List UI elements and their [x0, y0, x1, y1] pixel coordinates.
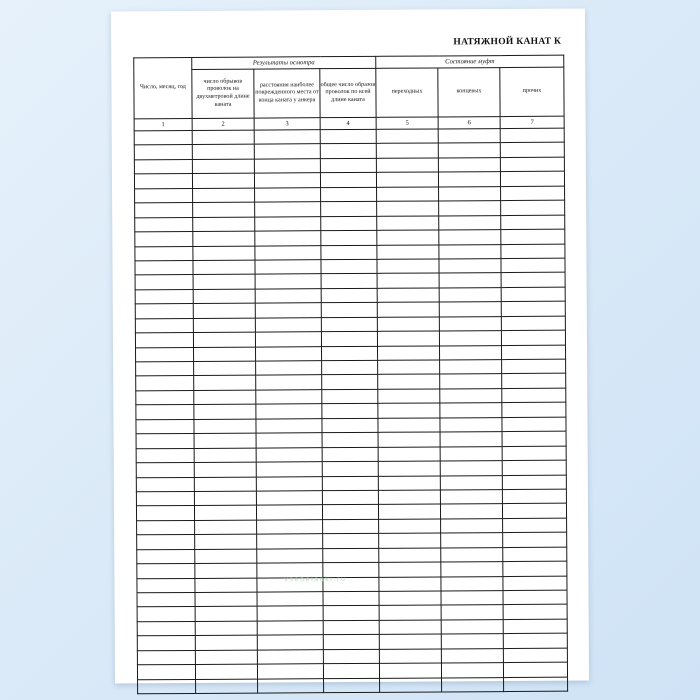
table-cell[interactable]: [256, 505, 322, 520]
table-cell[interactable]: [194, 404, 256, 419]
table-cell[interactable]: [135, 260, 193, 275]
table-cell[interactable]: [137, 665, 195, 680]
column-number-7: 7: [500, 116, 564, 128]
table-cell[interactable]: [135, 232, 193, 247]
paper-sheet: [111, 9, 589, 684]
table-cell[interactable]: [322, 490, 378, 505]
table-cell[interactable]: [136, 405, 194, 420]
column-number-3: 3: [254, 118, 320, 130]
table-cell[interactable]: [136, 506, 194, 521]
table-cell[interactable]: [256, 491, 322, 506]
table-cell[interactable]: [440, 417, 502, 432]
table-cell[interactable]: [136, 448, 194, 463]
table-cell[interactable]: [377, 259, 439, 274]
table-cell[interactable]: [135, 318, 193, 333]
table-cell[interactable]: [440, 475, 502, 490]
table-cell[interactable]: [379, 577, 441, 592]
table-cell[interactable]: [136, 463, 194, 478]
table-cell[interactable]: [195, 578, 257, 593]
table-cell[interactable]: [440, 360, 502, 375]
table-cell[interactable]: [320, 144, 376, 159]
table-cell[interactable]: [442, 677, 504, 692]
table-cell[interactable]: [256, 361, 322, 376]
table-cell[interactable]: [256, 462, 322, 477]
table-cell[interactable]: [256, 476, 322, 491]
table-cell[interactable]: [377, 331, 439, 346]
table-cell[interactable]: [323, 534, 379, 549]
watermark-text: vsebelanki.ru: [284, 576, 347, 584]
table-cell[interactable]: [322, 346, 378, 361]
table-cell[interactable]: [441, 634, 503, 649]
table-cell[interactable]: [502, 446, 566, 461]
table-cell[interactable]: [377, 216, 439, 231]
table-cell[interactable]: [323, 548, 379, 563]
table-cell[interactable]: [137, 535, 195, 550]
table-cell[interactable]: [255, 216, 321, 231]
table-cell[interactable]: [503, 547, 567, 562]
table-cell[interactable]: [321, 230, 377, 245]
table-cell[interactable]: [441, 562, 503, 577]
table-cell[interactable]: [322, 476, 378, 491]
table-cell[interactable]: [135, 188, 193, 203]
table-cell[interactable]: [322, 404, 378, 419]
table-cell[interactable]: [501, 215, 565, 230]
table-cell[interactable]: [377, 230, 439, 245]
table-cell[interactable]: [439, 230, 501, 245]
table-cell[interactable]: [135, 333, 193, 348]
table-cell[interactable]: [439, 186, 501, 201]
table-cell[interactable]: [195, 592, 257, 607]
table-cell[interactable]: [503, 605, 567, 620]
table-cell[interactable]: [137, 650, 195, 665]
table-head: [134, 55, 564, 131]
column-header-damage-distance: расстояния наиболее поврежденного места от конца каната у анкера: [254, 69, 320, 118]
table-cell[interactable]: [255, 317, 321, 332]
table-cell[interactable]: [440, 345, 502, 360]
column-header-total-broken-wires: общее число образов проволок по всей длине каната: [320, 68, 376, 117]
table-cell[interactable]: [136, 419, 194, 434]
table-cell[interactable]: [441, 518, 503, 533]
table-cell[interactable]: [136, 361, 194, 376]
table-cell[interactable]: [257, 592, 323, 607]
table-cell[interactable]: [379, 533, 441, 548]
table-cell[interactable]: [503, 561, 567, 576]
table-cell[interactable]: [376, 129, 438, 144]
table-cell[interactable]: [137, 520, 195, 535]
table-cell[interactable]: [193, 231, 255, 246]
table-cell[interactable]: [321, 202, 377, 217]
table-cell[interactable]: [438, 157, 500, 172]
table-cell[interactable]: [379, 519, 441, 534]
table-cell[interactable]: [501, 244, 565, 259]
table-cell[interactable]: [320, 173, 376, 188]
table-cell[interactable]: [502, 460, 566, 475]
table-cell[interactable]: [376, 143, 438, 158]
table-cell[interactable]: [501, 316, 565, 331]
table-cell[interactable]: [501, 258, 565, 273]
table-cell[interactable]: [194, 448, 256, 463]
table-cell[interactable]: [323, 591, 379, 606]
table-cell[interactable]: [195, 635, 257, 650]
table-cell[interactable]: [195, 549, 257, 564]
table-cell[interactable]: [321, 303, 377, 318]
table-cell[interactable]: [377, 317, 439, 332]
table-cell[interactable]: [195, 534, 257, 549]
table-cell[interactable]: [193, 332, 255, 347]
table-cell[interactable]: [256, 433, 322, 448]
table-row[interactable]: [138, 677, 568, 694]
column-number-5: 5: [376, 117, 438, 129]
table-cell[interactable]: [502, 402, 566, 417]
table-cell[interactable]: [194, 347, 256, 362]
column-number-4: 4: [320, 117, 376, 129]
table-cell[interactable]: [256, 418, 322, 433]
table-cell[interactable]: [323, 562, 379, 577]
table-body: [134, 128, 567, 694]
table-cell[interactable]: [440, 388, 502, 403]
table-cell[interactable]: [440, 432, 502, 447]
table-cell[interactable]: [500, 157, 564, 172]
table-cell[interactable]: [323, 664, 379, 679]
table-cell[interactable]: [194, 376, 256, 391]
table-cell[interactable]: [378, 490, 440, 505]
table-cell[interactable]: [192, 159, 254, 174]
table-cell[interactable]: [192, 173, 254, 188]
table-cell[interactable]: [195, 621, 257, 636]
column-header-end: концевых: [438, 68, 500, 117]
table-cell[interactable]: [254, 130, 320, 145]
table-cell[interactable]: [501, 287, 565, 302]
table-cell[interactable]: [500, 171, 564, 186]
table-cell[interactable]: [256, 346, 322, 361]
table-cell[interactable]: [323, 620, 379, 635]
table-cell[interactable]: [501, 229, 565, 244]
table-cell[interactable]: [501, 200, 565, 215]
table-cell[interactable]: [503, 518, 567, 533]
table-cell[interactable]: [321, 317, 377, 332]
table-cell[interactable]: [380, 678, 442, 693]
column-number-6: 6: [438, 117, 500, 129]
table-cell[interactable]: [378, 461, 440, 476]
table-cell[interactable]: [194, 462, 256, 477]
table-cell[interactable]: [135, 217, 193, 232]
table-cell[interactable]: [323, 649, 379, 664]
table-cell[interactable]: [378, 360, 440, 375]
table-cell[interactable]: [441, 576, 503, 591]
table-cell[interactable]: [137, 607, 195, 622]
table-cell[interactable]: [440, 403, 502, 418]
table-cell[interactable]: [138, 679, 196, 694]
table-cell[interactable]: [441, 663, 503, 678]
inspection-log-table: [133, 55, 568, 695]
table-cell[interactable]: [503, 590, 567, 605]
table-cell[interactable]: [439, 244, 501, 259]
table-cell[interactable]: [441, 619, 503, 634]
table-cell[interactable]: [503, 633, 567, 648]
table-cell[interactable]: [137, 564, 195, 579]
table-cell[interactable]: [502, 359, 566, 374]
table-cell[interactable]: [136, 491, 194, 506]
table-cell[interactable]: [323, 635, 379, 650]
column-number-1: 1: [134, 118, 192, 130]
table-cell[interactable]: [439, 201, 501, 216]
table-cell[interactable]: [193, 274, 255, 289]
table-cell[interactable]: [134, 159, 192, 174]
table-cell[interactable]: [378, 346, 440, 361]
table-cell[interactable]: [193, 217, 255, 232]
table-cell[interactable]: [440, 446, 502, 461]
table-cell[interactable]: [322, 360, 378, 375]
table-cell[interactable]: [257, 649, 323, 664]
table-cell[interactable]: [134, 174, 192, 189]
table-cell[interactable]: [379, 634, 441, 649]
table-cell[interactable]: [376, 172, 438, 187]
table-cell[interactable]: [135, 203, 193, 218]
table-cell[interactable]: [254, 144, 320, 159]
table-cell[interactable]: [438, 129, 500, 144]
table-cell[interactable]: [501, 301, 565, 316]
table-cell[interactable]: [255, 260, 321, 275]
table-cell[interactable]: [377, 187, 439, 202]
table-cell[interactable]: [136, 390, 194, 405]
table-cell[interactable]: [194, 505, 256, 520]
table-cell[interactable]: [255, 303, 321, 318]
table-cell[interactable]: [193, 318, 255, 333]
table-cell[interactable]: [194, 477, 256, 492]
table-cell[interactable]: [136, 376, 194, 391]
table-cell[interactable]: [502, 504, 566, 519]
table-cell[interactable]: [194, 361, 256, 376]
table-cell[interactable]: [255, 332, 321, 347]
table-cell[interactable]: [136, 477, 194, 492]
table-cell[interactable]: [255, 231, 321, 246]
table-cell[interactable]: [376, 158, 438, 173]
column-header-broken-wires-2m: число обрывов проволок на двухметровой длине каната: [192, 69, 254, 118]
table-cell[interactable]: [196, 679, 258, 694]
table-cell[interactable]: [137, 621, 195, 636]
table-cell[interactable]: [320, 129, 376, 144]
table-cell[interactable]: [501, 330, 565, 345]
table-cell[interactable]: [322, 447, 378, 462]
table-cell[interactable]: [502, 374, 566, 389]
table-cell[interactable]: [135, 246, 193, 261]
table-cell[interactable]: [377, 273, 439, 288]
table-cell[interactable]: [134, 145, 192, 160]
table-cell[interactable]: [321, 288, 377, 303]
table-cell[interactable]: [379, 504, 441, 519]
column-header-transitional: переходных: [376, 68, 438, 117]
table-cell[interactable]: [257, 606, 323, 621]
table-cell[interactable]: [379, 605, 441, 620]
table-cell[interactable]: [195, 563, 257, 578]
table-cell[interactable]: [439, 215, 501, 230]
table-cell[interactable]: [503, 619, 567, 634]
table-cell[interactable]: [503, 576, 567, 591]
table-cell[interactable]: [321, 331, 377, 346]
group-header-coupling-state: Состояние муфт: [376, 55, 564, 68]
table-cell[interactable]: [378, 418, 440, 433]
table-cell[interactable]: [441, 648, 503, 663]
table-cell[interactable]: [195, 664, 257, 679]
table-cell[interactable]: [322, 389, 378, 404]
table-cell[interactable]: [379, 649, 441, 664]
table-cell[interactable]: [502, 388, 566, 403]
table-cell[interactable]: [255, 288, 321, 303]
table-cell[interactable]: [377, 201, 439, 216]
table-cell[interactable]: [377, 302, 439, 317]
table-cell[interactable]: [500, 128, 564, 143]
table-cell[interactable]: [377, 288, 439, 303]
table-cell[interactable]: [192, 145, 254, 160]
table-cell[interactable]: [379, 663, 441, 678]
table-cell[interactable]: [378, 374, 440, 389]
table-cell[interactable]: [322, 461, 378, 476]
table-cell[interactable]: [324, 678, 380, 693]
table-cell[interactable]: [502, 475, 566, 490]
group-header-inspection-results: Результаты осмотра: [192, 56, 376, 69]
table-cell[interactable]: [379, 591, 441, 606]
table-cell[interactable]: [440, 461, 502, 476]
table-cell[interactable]: [137, 636, 195, 651]
table-cell[interactable]: [440, 374, 502, 389]
table-cell[interactable]: [194, 491, 256, 506]
table-cell[interactable]: [440, 490, 502, 505]
table-cell[interactable]: [193, 246, 255, 261]
table-cell[interactable]: [504, 677, 568, 692]
table-cell[interactable]: [503, 662, 567, 677]
table-cell[interactable]: [439, 259, 501, 274]
table-cell[interactable]: [322, 433, 378, 448]
table-cell[interactable]: [195, 520, 257, 535]
table-cell[interactable]: [257, 635, 323, 650]
table-cell[interactable]: [193, 289, 255, 304]
table-cell[interactable]: [194, 433, 256, 448]
table-cell[interactable]: [439, 302, 501, 317]
table-cell[interactable]: [321, 245, 377, 260]
table-cell[interactable]: [379, 562, 441, 577]
table-cell[interactable]: [254, 159, 320, 174]
table-cell[interactable]: [441, 504, 503, 519]
column-number-2: 2: [192, 118, 254, 130]
table-cell[interactable]: [441, 591, 503, 606]
table-cell[interactable]: [377, 244, 439, 259]
table-cell[interactable]: [438, 172, 500, 187]
table-cell[interactable]: [137, 592, 195, 607]
table-cell[interactable]: [193, 260, 255, 275]
table-cell[interactable]: [135, 304, 193, 319]
table-cell[interactable]: [137, 549, 195, 564]
table-cell[interactable]: [320, 158, 376, 173]
table-cell[interactable]: [256, 447, 322, 462]
table-cell[interactable]: [193, 188, 255, 203]
table-cell[interactable]: [321, 259, 377, 274]
table-cell[interactable]: [439, 273, 501, 288]
table-cell[interactable]: [136, 434, 194, 449]
table-cell[interactable]: [195, 650, 257, 665]
table-cell[interactable]: [438, 143, 500, 158]
table-cell[interactable]: [378, 432, 440, 447]
table-cell[interactable]: [192, 130, 254, 145]
table-cell[interactable]: [255, 274, 321, 289]
table-cell[interactable]: [503, 532, 567, 547]
table-cell[interactable]: [378, 389, 440, 404]
table-cell[interactable]: [321, 187, 377, 202]
table-cell[interactable]: [378, 447, 440, 462]
table-cell[interactable]: [194, 390, 256, 405]
table-cell[interactable]: [255, 245, 321, 260]
table-cell[interactable]: [256, 375, 322, 390]
table-cell[interactable]: [257, 548, 323, 563]
table-cell[interactable]: [501, 273, 565, 288]
table-cell[interactable]: [378, 475, 440, 490]
table-cell[interactable]: [322, 418, 378, 433]
table-cell[interactable]: [439, 331, 501, 346]
table-cell[interactable]: [134, 130, 192, 145]
table-cell[interactable]: [503, 648, 567, 663]
table-cell[interactable]: [322, 505, 378, 520]
table-cell[interactable]: [136, 347, 194, 362]
table-cell[interactable]: [256, 404, 322, 419]
table-cell[interactable]: [135, 275, 193, 290]
table-cell[interactable]: [323, 606, 379, 621]
table-cell[interactable]: [195, 607, 257, 622]
table-cell[interactable]: [501, 186, 565, 201]
table-cell[interactable]: [439, 287, 501, 302]
table-cell[interactable]: [193, 303, 255, 318]
table-cell[interactable]: [256, 390, 322, 405]
column-header-other: прочих: [500, 67, 564, 116]
table-cell[interactable]: [257, 519, 323, 534]
table-cell[interactable]: [502, 417, 566, 432]
table-cell[interactable]: [439, 316, 501, 331]
page-title: НАТЯЖНОЙ КАНАТ К: [453, 36, 562, 48]
table-cell[interactable]: [194, 419, 256, 434]
table-cell[interactable]: [322, 375, 378, 390]
table-cell[interactable]: [502, 489, 566, 504]
table-cell[interactable]: [258, 678, 324, 693]
table-cell[interactable]: [321, 216, 377, 231]
table-cell[interactable]: [257, 534, 323, 549]
table-cell[interactable]: [257, 664, 323, 679]
table-cell[interactable]: [379, 620, 441, 635]
column-header-row: [134, 67, 564, 119]
table-cell[interactable]: [441, 605, 503, 620]
table-cell[interactable]: [441, 547, 503, 562]
table-cell[interactable]: [441, 533, 503, 548]
table-cell[interactable]: [378, 403, 440, 418]
column-header-date: Число, месяц, год: [134, 57, 192, 118]
table-cell[interactable]: [254, 173, 320, 188]
sheet-content: [111, 9, 589, 684]
table-cell[interactable]: [500, 143, 564, 158]
table-cell[interactable]: [502, 431, 566, 446]
table-cell[interactable]: [137, 578, 195, 593]
table-cell[interactable]: [502, 345, 566, 360]
table-cell[interactable]: [255, 202, 321, 217]
table-cell[interactable]: [193, 202, 255, 217]
table-cell[interactable]: [321, 274, 377, 289]
table-cell[interactable]: [135, 289, 193, 304]
table-cell[interactable]: [257, 621, 323, 636]
table-cell[interactable]: [323, 519, 379, 534]
table-cell[interactable]: [255, 187, 321, 202]
table-cell[interactable]: [379, 548, 441, 563]
